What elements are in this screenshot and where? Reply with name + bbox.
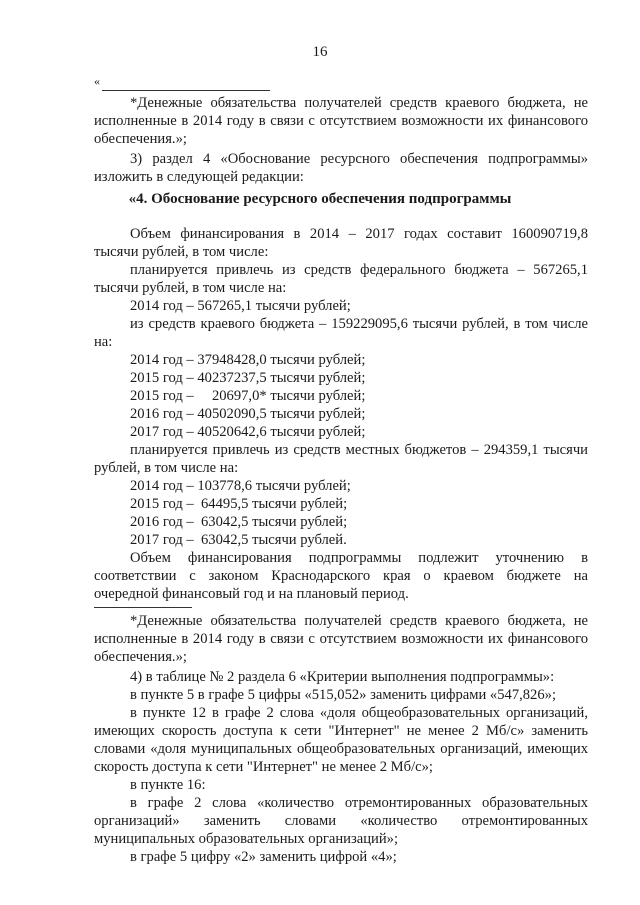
paragraph-line: имеющих скорость доступа к сети "Интернет" не менее 2 Мб/с» заменить: [94, 723, 588, 739]
paragraph-line: 2015 год – 20697,0* тысячи рублей;: [130, 388, 366, 404]
footnote-line: обеспечения.»;: [94, 131, 187, 147]
paragraph-line: скорость доступа к сети "Интернет" не менее 2 Мб/с»;: [94, 759, 433, 775]
paragraph-line: 2015 год – 64495,5 тысячи рублей;: [130, 496, 348, 512]
paragraph-line: в пункте 5 в графе 5 цифры «515,052» заменить цифрами «547,826»;: [130, 687, 557, 703]
page-number: 16: [312, 44, 328, 60]
paragraph-line: 2016 год – 40502090,5 тысячи рублей;: [130, 406, 366, 422]
paragraph-line: словами «доля муниципальных общеобразовательных организаций, имеющих: [94, 741, 588, 757]
paragraph-line: 2014 год – 567265,1 тысячи рублей;: [130, 298, 351, 314]
footnote-line: исполненные в 2014 году в связи с отсутствием возможности их финансового: [94, 113, 588, 129]
paragraph-line: 2017 год – 63042,5 тысячи рублей.: [130, 532, 347, 548]
paragraph-line: из средств краевого бюджета – 159229095,6 тысячи рублей, в том числе: [130, 316, 588, 332]
paragraph-line: 2016 год – 63042,5 тысячи рублей;: [130, 514, 348, 530]
section-heading: «4. Обоснование ресурсного обеспечения подпрограммы: [128, 191, 512, 207]
paragraph-line: планируется привлечь из средств федерального бюджета – 567265,1: [130, 262, 588, 278]
paragraph-line: в пункте 16:: [130, 777, 206, 793]
paragraph-line: организаций» заменить словами «количество отремонтированных: [94, 813, 588, 829]
paragraph-line: в пункте 12 в графе 2 слова «доля общеобразовательных организаций,: [130, 705, 588, 721]
paragraph-line: 4) в таблице № 2 раздела 6 «Критерии выполнения подпрограммы»:: [130, 669, 555, 685]
paragraph-line: 3) раздел 4 «Обоснование ресурсного обеспечения подпрограммы»: [130, 151, 588, 167]
footnote-line: обеспечения.»;: [94, 649, 187, 665]
footnote-separator: [94, 607, 192, 608]
paragraph-line: в графе 5 цифру «2» заменить цифрой «4»;: [130, 849, 397, 865]
paragraph-line: изложить в следующей редакции:: [94, 169, 304, 185]
footnote-line: *Денежные обязательства получателей средств краевого бюджета, не: [130, 613, 588, 629]
paragraph-line: 2015 год – 40237237,5 тысячи рублей;: [130, 370, 366, 386]
paragraph-line: тысячи рублей, в том числе на:: [94, 280, 287, 296]
footnote-line: *Денежные обязательства получателей средств краевого бюджета, не: [130, 95, 588, 111]
paragraph-line: планируется привлечь из средств местных бюджетов – 294359,1 тысячи: [130, 442, 588, 458]
paragraph-line: соответствии с законом Краснодарского края о краевом бюджете на: [94, 568, 588, 584]
open-quote: «: [94, 74, 100, 88]
paragraph-line: на:: [94, 334, 113, 350]
paragraph-line: тысячи рублей, в том числе:: [94, 244, 269, 260]
paragraph-line: 2014 год – 103778,6 тысячи рублей;: [130, 478, 351, 494]
footnote-line: исполненные в 2014 году в связи с отсутствием возможности их финансового: [94, 631, 588, 647]
paragraph-line: очередной финансовый год и на плановый период.: [94, 586, 409, 602]
paragraph-line: 2017 год – 40520642,6 тысячи рублей;: [130, 424, 366, 440]
paragraph-line: рублей, в том числе на:: [94, 460, 239, 476]
paragraph-line: в графе 2 слова «количество отремонтированных образовательных: [130, 795, 588, 811]
paragraph-line: муниципальных образовательных организаций»;: [94, 831, 399, 847]
paragraph-line: Объем финансирования в 2014 – 2017 годах составит 160090719,8: [130, 226, 588, 242]
footnote-separator: [102, 90, 270, 91]
paragraph-line: 2014 год – 37948428,0 тысячи рублей;: [130, 352, 366, 368]
paragraph-line: Объем финансирования подпрограммы подлежит уточнению в: [130, 550, 588, 566]
